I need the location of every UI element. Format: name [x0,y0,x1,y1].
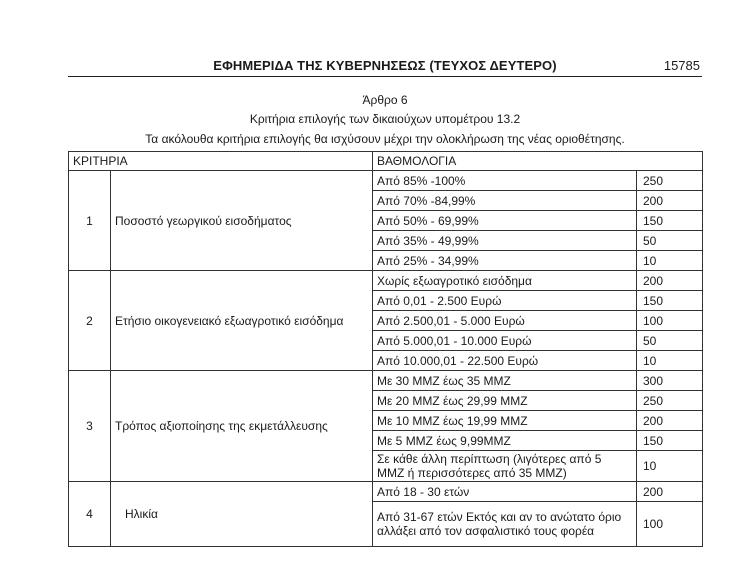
points-cell: 100 [637,502,703,547]
range-cell: Από 18 - 30 ετών [373,482,637,502]
table-row [69,171,703,191]
range-cell: Με 10 ΜΜΖ έως 19,99 ΜΜΖ [373,411,637,431]
criterion-index: 2 [69,271,111,371]
points-cell: 250 [637,171,703,191]
article-number: Άρθρο 6 [362,93,408,107]
points-cell: 10 [637,351,703,371]
points-cell: 50 [637,331,703,351]
criterion-index: 3 [69,371,111,482]
range-cell: Από 25% - 34,99% [373,251,637,271]
range-cell: Από 35% - 49,99% [373,231,637,251]
range-cell: Από 50% - 69,99% [373,211,637,231]
points-cell: 50 [637,231,703,251]
article-subtitle: Κριτήρια επιλογής των δικαιούχων υπομέτρου 13.2 [249,112,521,126]
criterion-index: 4 [69,482,111,547]
criterion-name: Ετήσιο οικογενειακό εξωαγροτικό εισόδημα [111,271,373,371]
header-criteria: ΚΡΙΤΗΡΙΑ [69,152,373,171]
table-row [69,482,703,502]
table-row [69,371,703,391]
points-cell: 10 [637,451,703,482]
page-number: 15785 [663,58,700,73]
range-cell: Από 31-67 ετών Εκτός και αν το ανώτατο όριο αλλάξει από τον ασφαλιστικό τους φορέα [373,502,637,547]
range-cell: Από 5.000,01 - 10.000 Ευρώ [373,331,637,351]
points-cell: 200 [637,482,703,502]
range-cell: Με 20 ΜΜΖ έως 29,99 ΜΜΖ [373,391,637,411]
criterion-index: 1 [69,171,111,271]
points-cell: 250 [637,391,703,411]
points-cell: 100 [637,311,703,331]
points-cell: 150 [637,211,703,231]
criteria-table [68,151,703,547]
range-cell: Από 10.000,01 - 22.500 Ευρώ [373,351,637,371]
gazette-header [68,58,702,77]
criterion-name: Ποσοστό γεωργικού εισοδήματος [111,171,373,271]
criterion-name: Τρόπος αξιοποίησης της εκμετάλλευσης [111,371,373,482]
criterion-name: Ηλικία [111,482,373,547]
points-cell: 150 [637,431,703,451]
range-cell: Από 85% -100% [373,171,637,191]
range-cell: Χωρίς εξωαγροτικό εισόδημα [373,271,637,291]
range-cell: Από 0,01 - 2.500 Ευρώ [373,291,637,311]
points-cell: 200 [637,411,703,431]
header-scoring: ΒΑΘΜΟΛΟΓΙΑ [373,152,703,171]
range-cell: Από 70% -84,99% [373,191,637,211]
points-cell: 200 [637,191,703,211]
range-cell: Με 30 ΜΜΖ έως 35 ΜΜΖ [373,371,637,391]
range-cell: Από 2.500,01 - 5.000 Ευρώ [373,311,637,331]
gazette-title: ΕΦΗΜΕΡΙΔΑ ΤΗΣ ΚΥΒΕΡΝΗΣΕΩΣ (ΤΕΥΧΟΣ ΔΕΥΤΕΡΟ) [213,58,557,73]
points-cell: 200 [637,271,703,291]
points-cell: 10 [637,251,703,271]
points-cell: 300 [637,371,703,391]
table-header-row [69,152,703,171]
points-cell: 150 [637,291,703,311]
range-cell: Με 5 ΜΜΖ έως 9,99ΜΜΖ [373,431,637,451]
article-intro: Τα ακόλουθα κριτήρια επιλογής θα ισχύσουν μέχρι την ολοκλήρωση της νέας οριοθέτησης. [145,132,625,146]
range-cell: Σε κάθε άλλη περίπτωση (λιγότερες από 5 ΜΜΖ ή περισσότερες από 35 ΜΜΖ) [373,451,637,482]
table-row [69,271,703,291]
